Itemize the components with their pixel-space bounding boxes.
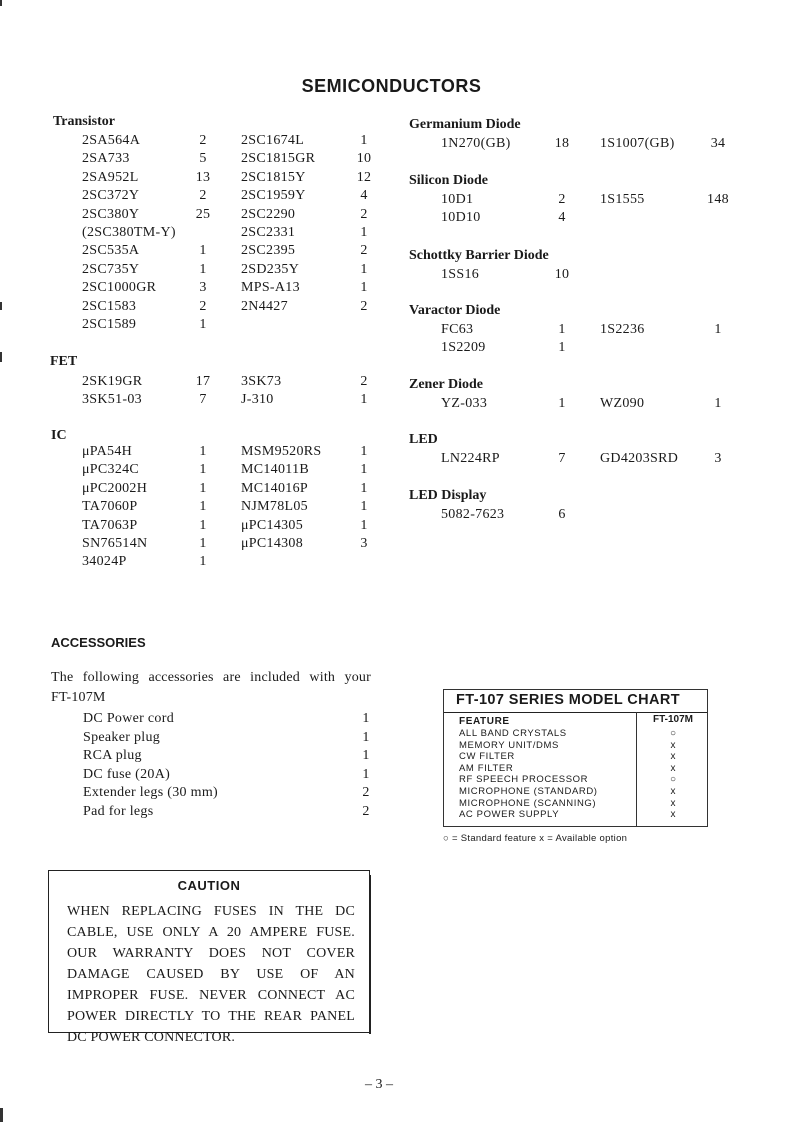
part-number: 2SC1815GR [241,151,316,167]
feature-label: ALL BAND CRYSTALS [459,728,567,739]
margin-mark [0,0,2,6]
part-number: 2SC735Y [82,261,140,277]
diode-row [0,210,760,228]
accessories-heading: ACCESSORIES [51,635,146,650]
feature-label: MICROPHONE (SCANNING) [459,797,597,809]
accessory-item [0,748,380,766]
part-quantity: 1 [558,396,566,411]
part-quantity: 1 [558,340,566,356]
part-quantity: 13 [195,169,211,185]
part-number: TA7063P [82,517,138,533]
caution-text: WHEN REPLACING FUSES IN THE DC CABLE, USE ONLY A 20 AMPERE FUSE. OUR WARRANTY DOES NOT COVER DAMAGE CAUSED BY USE OF AN IMPROPER FUSE. NEVER CONNECT AC POWER DIRECTLY TO THE REAR PANEL DC POWER CONNECTOR. [67,904,355,1045]
accessory-qty: 2 [362,785,370,801]
part-number: 3SK73 [241,374,282,389]
part-quantity: 1 [360,517,368,533]
part-number: 3SK51-03 [82,392,142,408]
part-number: 2SC1000GR [82,280,157,296]
part-number: 2SC535A [82,243,140,259]
part-quantity: 1 [360,225,368,240]
part-number: 2SC2290 [241,206,296,222]
part-quantity: 1 [199,243,207,259]
part-quantity: 148 [707,192,729,207]
part-quantity: 1 [558,322,566,337]
part-number: 34024P [82,554,127,570]
part-quantity: 1 [199,317,207,332]
accessory-name: Speaker plug [83,729,161,745]
part-quantity: 10 [554,267,570,282]
part-quantity: 10 [356,151,372,167]
part-number: 1S1007(GB) [600,136,675,151]
part-number: 1S2209 [441,340,486,356]
diode-row [0,267,760,285]
accessory-qty: 1 [362,748,370,764]
part-number: 2SC1583 [82,298,137,314]
accessories-intro-line1: The following accessories are included with your [51,670,371,685]
part-number: μPC14308 [241,536,304,551]
diode-row [0,322,760,340]
part-number: 1SS16 [441,267,480,282]
part-quantity: 2 [199,298,207,314]
model-chart-title-bar [444,690,707,713]
part-number: WZ090 [600,396,645,411]
part-number: NJM78L05 [241,499,308,515]
diode-row [0,396,760,414]
part-quantity: 1 [199,536,207,551]
part-quantity: 2 [199,133,207,148]
part-number: 2SC2395 [241,243,296,259]
ic-heading: IC [51,428,67,443]
caution-box [48,870,370,1045]
part-number: 1S1555 [600,192,645,207]
part-quantity: 7 [558,451,566,466]
part-number: MPS-A13 [241,280,300,296]
part-quantity: 1 [360,444,368,459]
part-quantity: 1 [360,280,368,296]
feature-label: RF SPEECH PROCESSOR [459,774,589,786]
accessory-name: Pad for legs [83,804,154,819]
diode-row [0,340,760,358]
part-quantity: 34 [710,136,726,151]
part-quantity: 1 [199,517,207,533]
part-number: 2SC1959Y [241,188,306,204]
model-chart-title: FT-107 SERIES MODEL CHART [456,692,681,708]
diode-row [0,192,760,210]
part-number: 2SA733 [82,151,130,167]
part-number: 5082-7623 [441,507,505,522]
part-number: 2SD235Y [241,261,300,277]
feature-label: CW FILTER [459,751,515,763]
accessory-item [0,730,380,748]
part-quantity: 18 [554,136,570,151]
part-quantity: 3 [714,451,722,466]
feature-mark: ○ [669,728,677,739]
part-quantity: 1 [199,499,207,515]
transistor-row [0,243,400,261]
fet-row [0,374,400,392]
part-quantity: 2 [360,298,368,314]
fet-heading: FET [50,354,78,369]
part-quantity: 1 [199,462,207,478]
part-number: (2SC380TM-Y) [82,225,176,240]
part-number: YZ-033 [441,396,488,411]
feature-mark: x [670,762,676,774]
part-number: FC63 [441,322,474,337]
feature-label: AC POWER SUPPLY [459,809,560,821]
part-quantity: 2 [558,192,566,207]
diode-section-heading: LED [409,432,438,447]
part-quantity: 1 [714,396,722,411]
part-number: MSM9520RS [241,444,322,459]
diode-section-heading: Silicon Diode [409,173,488,188]
accessory-qty: 1 [362,766,370,782]
transistor-row [0,299,400,317]
part-quantity: 6 [558,507,566,522]
feature-mark: x [670,786,676,797]
model-header: FT-107M [652,714,693,725]
margin-mark [0,1108,3,1122]
accessory-name: DC Power cord [83,711,174,726]
diode-section-heading: Varactor Diode [409,303,501,318]
feature-mark: x [670,797,676,809]
part-quantity: 2 [360,206,368,222]
part-quantity: 4 [360,188,368,204]
page-number: – 3 – [365,1077,393,1092]
part-quantity: 1 [360,392,368,408]
diode-section-heading: Schottky Barrier Diode [409,248,549,263]
accessory-qty: 1 [362,711,370,726]
feature-header: FEATURE [459,716,510,727]
accessory-qty: 2 [362,804,370,819]
part-quantity: 1 [360,499,368,515]
part-quantity: 1 [199,444,207,459]
feature-label: AM FILTER [459,762,514,774]
part-number: GD4203SRD [600,451,679,466]
part-number: 2SC1815Y [241,169,306,185]
part-quantity: 1 [199,554,207,570]
caution-title: CAUTION [177,878,241,893]
accessory-qty: 1 [362,729,370,745]
model-chart-legend: ○ = Standard feature x = Available option [443,833,628,844]
feature-label: MICROPHONE (STANDARD) [459,786,598,797]
part-number: μPC2002H [82,480,148,496]
part-number: LN224RP [441,451,500,466]
feature-mark: ○ [669,774,677,786]
model-chart [443,689,708,827]
part-number: MC14016P [241,480,308,496]
part-number: 1N270(GB) [441,136,511,151]
part-number: 2SC1589 [82,317,137,332]
diode-section-heading: LED Display [409,488,487,503]
part-quantity: 4 [558,210,566,226]
part-number: 2SC372Y [82,188,140,204]
part-number: μPC324C [82,462,140,478]
accessory-item [0,785,380,803]
transistor-row [0,151,400,169]
ic-row [0,536,400,554]
part-quantity: 2 [199,188,207,204]
ic-row [0,481,400,499]
diode-row [0,451,760,469]
part-number: 10D10 [441,210,481,226]
diode-section-heading: Zener Diode [409,377,484,392]
transistor-row [0,170,400,188]
part-number: μPC14305 [241,517,304,533]
part-number: 10D1 [441,192,474,207]
part-number: 2SC380Y [82,206,140,222]
part-number: 2SK19GR [82,374,143,389]
part-quantity: 1 [199,480,207,496]
part-number: SN76514N [82,536,148,551]
accessory-name: Extender legs (30 mm) [83,785,218,801]
accessory-item [0,767,380,785]
diode-section-heading: Germanium Diode [409,117,521,132]
accessories-intro-line2: FT-107M [51,690,106,705]
part-quantity: 1 [360,133,368,148]
part-quantity: 3 [199,280,207,296]
part-number: TA7060P [82,499,138,515]
part-quantity: 1 [714,322,722,337]
part-number: 2SC2331 [241,225,296,240]
part-quantity: 5 [199,151,207,167]
part-number: 2SC1674L [241,133,305,148]
page-title: SEMICONDUCTORS [301,76,482,96]
part-quantity: 1 [360,462,368,478]
part-quantity: 7 [199,392,207,408]
accessory-name: RCA plug [83,748,142,764]
part-quantity: 2 [360,374,368,389]
model-chart-divider [636,712,637,826]
part-quantity: 1 [360,480,368,496]
part-quantity: 2 [360,243,368,259]
part-number: 2SA564A [82,133,141,148]
feature-mark: x [670,739,676,751]
part-quantity: 17 [195,374,211,389]
part-number: 2N4427 [241,298,288,314]
diode-row [0,136,760,154]
part-number: 1S2236 [600,322,645,337]
feature-label: MEMORY UNIT/DMS [459,739,559,751]
accessory-name: DC fuse (20A) [83,766,171,782]
transistor-heading: Transistor [53,114,115,129]
diode-row [0,507,760,525]
accessory-item [0,804,380,822]
accessory-item [0,711,380,729]
part-quantity: 3 [360,536,368,551]
feature-mark: x [670,809,676,821]
part-quantity: 25 [195,206,211,222]
part-quantity: 1 [199,261,207,277]
part-number: MC14011B [241,462,310,478]
feature-mark: x [670,751,676,763]
part-quantity: 12 [356,169,372,185]
ic-row [0,554,400,572]
part-quantity: 1 [360,261,368,277]
part-number: J-310 [241,392,274,408]
part-number: μPA54H [82,444,133,459]
part-number: 2SA952L [82,169,139,185]
